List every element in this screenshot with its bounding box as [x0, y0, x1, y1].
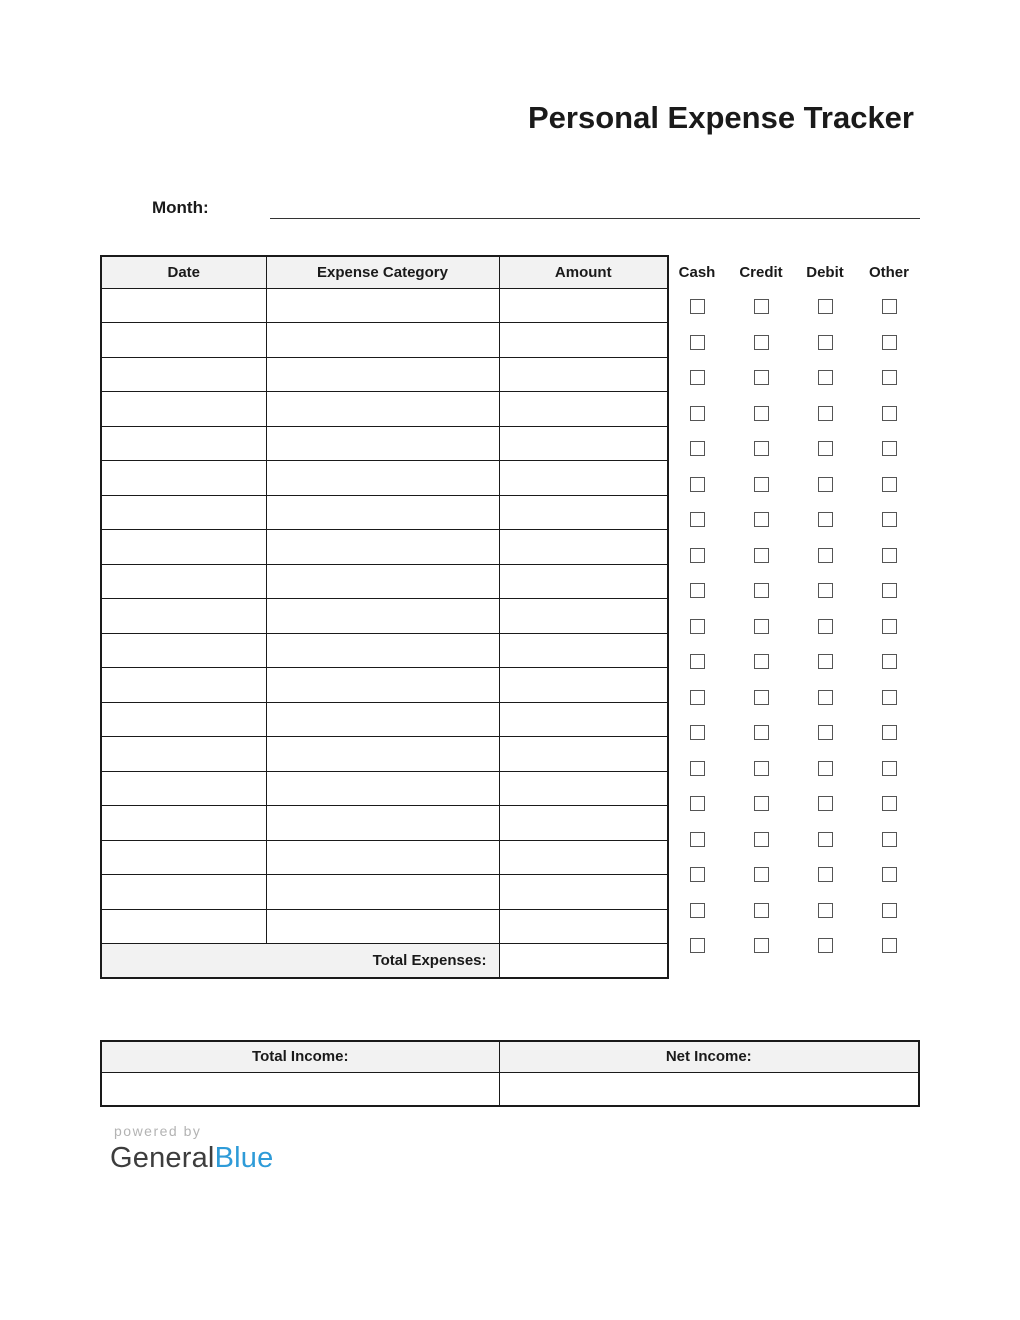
checkbox-cell — [857, 680, 921, 716]
checkbox-cell — [793, 928, 857, 964]
credit-checkbox[interactable] — [754, 690, 769, 705]
amount-cell[interactable] — [499, 702, 668, 737]
expense-category-cell[interactable] — [266, 530, 499, 565]
cash-checkbox[interactable] — [690, 796, 705, 811]
checkbox-cell — [665, 467, 729, 503]
debit-checkbox[interactable] — [818, 832, 833, 847]
checkbox-cell — [793, 502, 857, 538]
credit-checkbox[interactable] — [754, 583, 769, 598]
col-header-other: Other — [868, 263, 909, 281]
total-income-value-cell[interactable] — [101, 1072, 499, 1106]
credit-checkbox[interactable] — [754, 619, 769, 634]
date-cell[interactable] — [101, 461, 266, 496]
expense-row — [101, 461, 668, 496]
month-input-line[interactable] — [270, 218, 920, 219]
expense-row — [101, 702, 668, 737]
other-checkbox[interactable] — [882, 370, 897, 385]
cash-checkbox[interactable] — [690, 299, 705, 314]
amount-cell[interactable] — [499, 599, 668, 634]
debit-checkbox[interactable] — [818, 512, 833, 527]
col-header-credit: Credit — [739, 263, 783, 281]
credit-checkbox[interactable] — [754, 938, 769, 953]
payment-method-grid — [665, 289, 921, 964]
debit-checkbox[interactable] — [818, 903, 833, 918]
debit-checkbox[interactable] — [818, 761, 833, 776]
cash-checkbox[interactable] — [690, 583, 705, 598]
cash-checkbox[interactable] — [690, 832, 705, 847]
checkbox-cell — [665, 360, 729, 396]
powered-by-text: powered by — [114, 1123, 202, 1139]
checkbox-cell — [729, 893, 793, 929]
date-cell[interactable] — [101, 806, 266, 841]
other-checkbox[interactable] — [882, 938, 897, 953]
expense-category-cell[interactable] — [266, 702, 499, 737]
date-cell[interactable] — [101, 909, 266, 944]
checkbox-cell — [665, 538, 729, 574]
other-checkbox[interactable] — [882, 654, 897, 669]
credit-checkbox[interactable] — [754, 441, 769, 456]
other-checkbox[interactable] — [882, 619, 897, 634]
total-income-label: Total Income: — [101, 1041, 499, 1072]
expense-category-cell[interactable] — [266, 806, 499, 841]
expense-row — [101, 771, 668, 806]
amount-cell[interactable] — [499, 530, 668, 565]
expense-category-cell[interactable] — [266, 909, 499, 944]
credit-checkbox[interactable] — [754, 761, 769, 776]
checkbox-cell — [665, 893, 729, 929]
other-checkbox[interactable] — [882, 477, 897, 492]
expense-category-cell[interactable] — [266, 875, 499, 910]
amount-cell[interactable] — [499, 392, 668, 427]
checkbox-cell — [729, 325, 793, 361]
checkbox-cell — [729, 467, 793, 503]
checkbox-cell — [665, 289, 729, 325]
date-cell[interactable] — [101, 875, 266, 910]
date-cell[interactable] — [101, 530, 266, 565]
expense-row — [101, 357, 668, 392]
checkbox-cell — [793, 396, 857, 432]
cash-checkbox[interactable] — [690, 725, 705, 740]
checkbox-cell — [729, 289, 793, 325]
expense-row — [101, 737, 668, 772]
col-header-debit: Debit — [806, 263, 844, 281]
other-checkbox[interactable] — [882, 406, 897, 421]
cash-checkbox[interactable] — [690, 690, 705, 705]
amount-cell[interactable] — [499, 771, 668, 806]
date-cell[interactable] — [101, 702, 266, 737]
checkbox-cell — [857, 289, 921, 325]
col-header-amount: Amount — [499, 256, 668, 288]
checkbox-cell — [857, 715, 921, 751]
other-checkbox[interactable] — [882, 690, 897, 705]
credit-checkbox[interactable] — [754, 867, 769, 882]
checkbox-cell — [857, 857, 921, 893]
amount-cell[interactable] — [499, 840, 668, 875]
cash-checkbox[interactable] — [690, 548, 705, 563]
checkbox-cell — [793, 325, 857, 361]
payment-method-section — [665, 255, 921, 964]
expense-row — [101, 875, 668, 910]
debit-checkbox[interactable] — [818, 477, 833, 492]
credit-checkbox[interactable] — [754, 796, 769, 811]
other-checkbox[interactable] — [882, 441, 897, 456]
credit-checkbox[interactable] — [754, 299, 769, 314]
payment-method-headers — [665, 255, 921, 289]
checkbox-cell — [857, 751, 921, 787]
other-checkbox[interactable] — [882, 903, 897, 918]
debit-checkbox[interactable] — [818, 654, 833, 669]
checkbox-cell — [729, 609, 793, 645]
debit-checkbox[interactable] — [818, 335, 833, 350]
expense-row — [101, 668, 668, 703]
debit-checkbox[interactable] — [818, 725, 833, 740]
amount-cell[interactable] — [499, 875, 668, 910]
credit-checkbox[interactable] — [754, 370, 769, 385]
checkbox-cell — [729, 928, 793, 964]
checkbox-cell — [729, 360, 793, 396]
checkbox-cell — [793, 467, 857, 503]
other-checkbox[interactable] — [882, 583, 897, 598]
other-checkbox[interactable] — [882, 796, 897, 811]
other-checkbox[interactable] — [882, 832, 897, 847]
cash-checkbox[interactable] — [690, 619, 705, 634]
checkbox-cell — [665, 786, 729, 822]
cash-checkbox[interactable] — [690, 370, 705, 385]
checkbox-cell — [665, 396, 729, 432]
expense-category-cell[interactable] — [266, 771, 499, 806]
amount-cell[interactable] — [499, 806, 668, 841]
brand-blue-text: Blue — [214, 1142, 274, 1174]
checkbox-cell — [793, 822, 857, 858]
checkbox-cell — [793, 360, 857, 396]
date-cell[interactable] — [101, 633, 266, 668]
expense-row — [101, 530, 668, 565]
credit-checkbox[interactable] — [754, 406, 769, 421]
other-checkbox[interactable] — [882, 725, 897, 740]
amount-cell[interactable] — [499, 909, 668, 944]
checkbox-cell — [729, 538, 793, 574]
expense-row — [101, 426, 668, 461]
credit-checkbox[interactable] — [754, 654, 769, 669]
checkbox-cell — [857, 396, 921, 432]
checkbox-cell — [665, 857, 729, 893]
expense-row — [101, 806, 668, 841]
summary-header-row — [101, 1041, 919, 1072]
checkbox-cell — [793, 609, 857, 645]
date-cell[interactable] — [101, 392, 266, 427]
amount-cell[interactable] — [499, 461, 668, 496]
checkbox-cell — [665, 822, 729, 858]
date-cell[interactable] — [101, 357, 266, 392]
debit-checkbox[interactable] — [818, 938, 833, 953]
cash-checkbox[interactable] — [690, 441, 705, 456]
expense-category-cell[interactable] — [266, 426, 499, 461]
expense-category-cell[interactable] — [266, 495, 499, 530]
cash-checkbox[interactable] — [690, 903, 705, 918]
credit-checkbox[interactable] — [754, 832, 769, 847]
generalblue-logo — [110, 1142, 273, 1175]
amount-cell[interactable] — [499, 323, 668, 358]
debit-checkbox[interactable] — [818, 690, 833, 705]
net-income-label: Net Income: — [499, 1041, 919, 1072]
total-expenses-row — [101, 944, 668, 978]
date-cell[interactable] — [101, 840, 266, 875]
brand-general-text: General — [110, 1142, 215, 1174]
expense-row — [101, 909, 668, 944]
expense-category-cell[interactable] — [266, 599, 499, 634]
expense-row — [101, 633, 668, 668]
checkbox-cell — [857, 360, 921, 396]
amount-cell[interactable] — [499, 426, 668, 461]
checkbox-cell — [857, 822, 921, 858]
date-cell[interactable] — [101, 737, 266, 772]
summary-value-row — [101, 1072, 919, 1106]
checkbox-cell — [793, 715, 857, 751]
checkbox-cell — [729, 715, 793, 751]
cash-checkbox[interactable] — [690, 406, 705, 421]
expense-category-cell[interactable] — [266, 737, 499, 772]
date-cell[interactable] — [101, 564, 266, 599]
amount-cell[interactable] — [499, 564, 668, 599]
expense-table — [100, 255, 669, 979]
checkbox-cell — [665, 751, 729, 787]
debit-checkbox[interactable] — [818, 406, 833, 421]
expense-row — [101, 392, 668, 427]
col-header-date: Date — [101, 256, 266, 288]
checkbox-cell — [793, 893, 857, 929]
checkbox-cell — [857, 467, 921, 503]
expense-category-cell[interactable] — [266, 288, 499, 323]
debit-checkbox[interactable] — [818, 583, 833, 598]
checkbox-cell — [665, 928, 729, 964]
expense-category-cell[interactable] — [266, 323, 499, 358]
credit-checkbox[interactable] — [754, 725, 769, 740]
checkbox-cell — [857, 786, 921, 822]
checkbox-cell — [793, 289, 857, 325]
debit-checkbox[interactable] — [818, 370, 833, 385]
other-checkbox[interactable] — [882, 335, 897, 350]
credit-checkbox[interactable] — [754, 477, 769, 492]
checkbox-cell — [793, 538, 857, 574]
expense-category-cell[interactable] — [266, 564, 499, 599]
debit-checkbox[interactable] — [818, 299, 833, 314]
summary-table — [100, 1040, 920, 1107]
amount-cell[interactable] — [499, 288, 668, 323]
checkbox-cell — [665, 325, 729, 361]
expense-row — [101, 288, 668, 323]
date-cell[interactable] — [101, 288, 266, 323]
expense-row — [101, 495, 668, 530]
checkbox-cell — [665, 502, 729, 538]
checkbox-cell — [729, 822, 793, 858]
amount-cell[interactable] — [499, 357, 668, 392]
expense-category-cell[interactable] — [266, 840, 499, 875]
checkbox-cell — [857, 893, 921, 929]
credit-checkbox[interactable] — [754, 335, 769, 350]
checkbox-cell — [793, 680, 857, 716]
checkbox-cell — [729, 857, 793, 893]
date-cell[interactable] — [101, 495, 266, 530]
net-income-value-cell[interactable] — [499, 1072, 919, 1106]
checkbox-cell — [857, 928, 921, 964]
debit-checkbox[interactable] — [818, 796, 833, 811]
amount-cell[interactable] — [499, 495, 668, 530]
other-checkbox[interactable] — [882, 299, 897, 314]
date-cell[interactable] — [101, 771, 266, 806]
amount-cell[interactable] — [499, 737, 668, 772]
checkbox-cell — [729, 751, 793, 787]
cash-checkbox[interactable] — [690, 335, 705, 350]
checkbox-cell — [729, 680, 793, 716]
col-header-expense-category: Expense Category — [266, 256, 499, 288]
date-cell[interactable] — [101, 426, 266, 461]
page-title: Personal Expense Tracker — [527, 100, 914, 135]
checkbox-cell — [857, 573, 921, 609]
checkbox-cell — [857, 609, 921, 645]
other-checkbox[interactable] — [882, 548, 897, 563]
debit-checkbox[interactable] — [818, 619, 833, 634]
checkbox-cell — [665, 644, 729, 680]
checkbox-cell — [729, 431, 793, 467]
amount-cell[interactable] — [499, 668, 668, 703]
checkbox-cell — [729, 644, 793, 680]
other-checkbox[interactable] — [882, 512, 897, 527]
expense-category-cell[interactable] — [266, 392, 499, 427]
debit-checkbox[interactable] — [818, 867, 833, 882]
expense-row — [101, 323, 668, 358]
checkbox-cell — [729, 396, 793, 432]
checkbox-cell — [857, 431, 921, 467]
date-cell[interactable] — [101, 323, 266, 358]
checkbox-cell — [857, 502, 921, 538]
checkbox-cell — [793, 573, 857, 609]
expense-table-header-row — [101, 256, 668, 288]
checkbox-cell — [729, 502, 793, 538]
cash-checkbox[interactable] — [690, 512, 705, 527]
checkbox-cell — [793, 751, 857, 787]
cash-checkbox[interactable] — [690, 477, 705, 492]
checkbox-cell — [729, 786, 793, 822]
expense-row — [101, 564, 668, 599]
expense-category-cell[interactable] — [266, 357, 499, 392]
checkbox-cell — [665, 573, 729, 609]
checkbox-cell — [793, 431, 857, 467]
credit-checkbox[interactable] — [754, 903, 769, 918]
debit-checkbox[interactable] — [818, 441, 833, 456]
other-checkbox[interactable] — [882, 867, 897, 882]
expense-category-cell[interactable] — [266, 633, 499, 668]
checkbox-cell — [793, 786, 857, 822]
checkbox-cell — [665, 609, 729, 645]
expense-row — [101, 840, 668, 875]
credit-checkbox[interactable] — [754, 512, 769, 527]
cash-checkbox[interactable] — [690, 867, 705, 882]
cash-checkbox[interactable] — [690, 938, 705, 953]
checkbox-cell — [665, 715, 729, 751]
expense-category-cell[interactable] — [266, 668, 499, 703]
checkbox-cell — [857, 538, 921, 574]
checkbox-cell — [665, 431, 729, 467]
total-expenses-value-cell[interactable] — [499, 944, 668, 978]
cash-checkbox[interactable] — [690, 761, 705, 776]
checkbox-cell — [793, 857, 857, 893]
col-header-cash: Cash — [678, 263, 716, 281]
amount-cell[interactable] — [499, 633, 668, 668]
other-checkbox[interactable] — [882, 761, 897, 776]
cash-checkbox[interactable] — [690, 654, 705, 669]
checkbox-cell — [857, 644, 921, 680]
checkbox-cell — [665, 680, 729, 716]
checkbox-cell — [729, 573, 793, 609]
credit-checkbox[interactable] — [754, 548, 769, 563]
debit-checkbox[interactable] — [818, 548, 833, 563]
checkbox-cell — [793, 644, 857, 680]
expense-row — [101, 599, 668, 634]
total-expenses-label: Total Expenses: — [101, 944, 499, 978]
checkbox-cell — [857, 325, 921, 361]
date-cell[interactable] — [101, 668, 266, 703]
expense-category-cell[interactable] — [266, 461, 499, 496]
month-label: Month: — [152, 198, 209, 217]
date-cell[interactable] — [101, 599, 266, 634]
